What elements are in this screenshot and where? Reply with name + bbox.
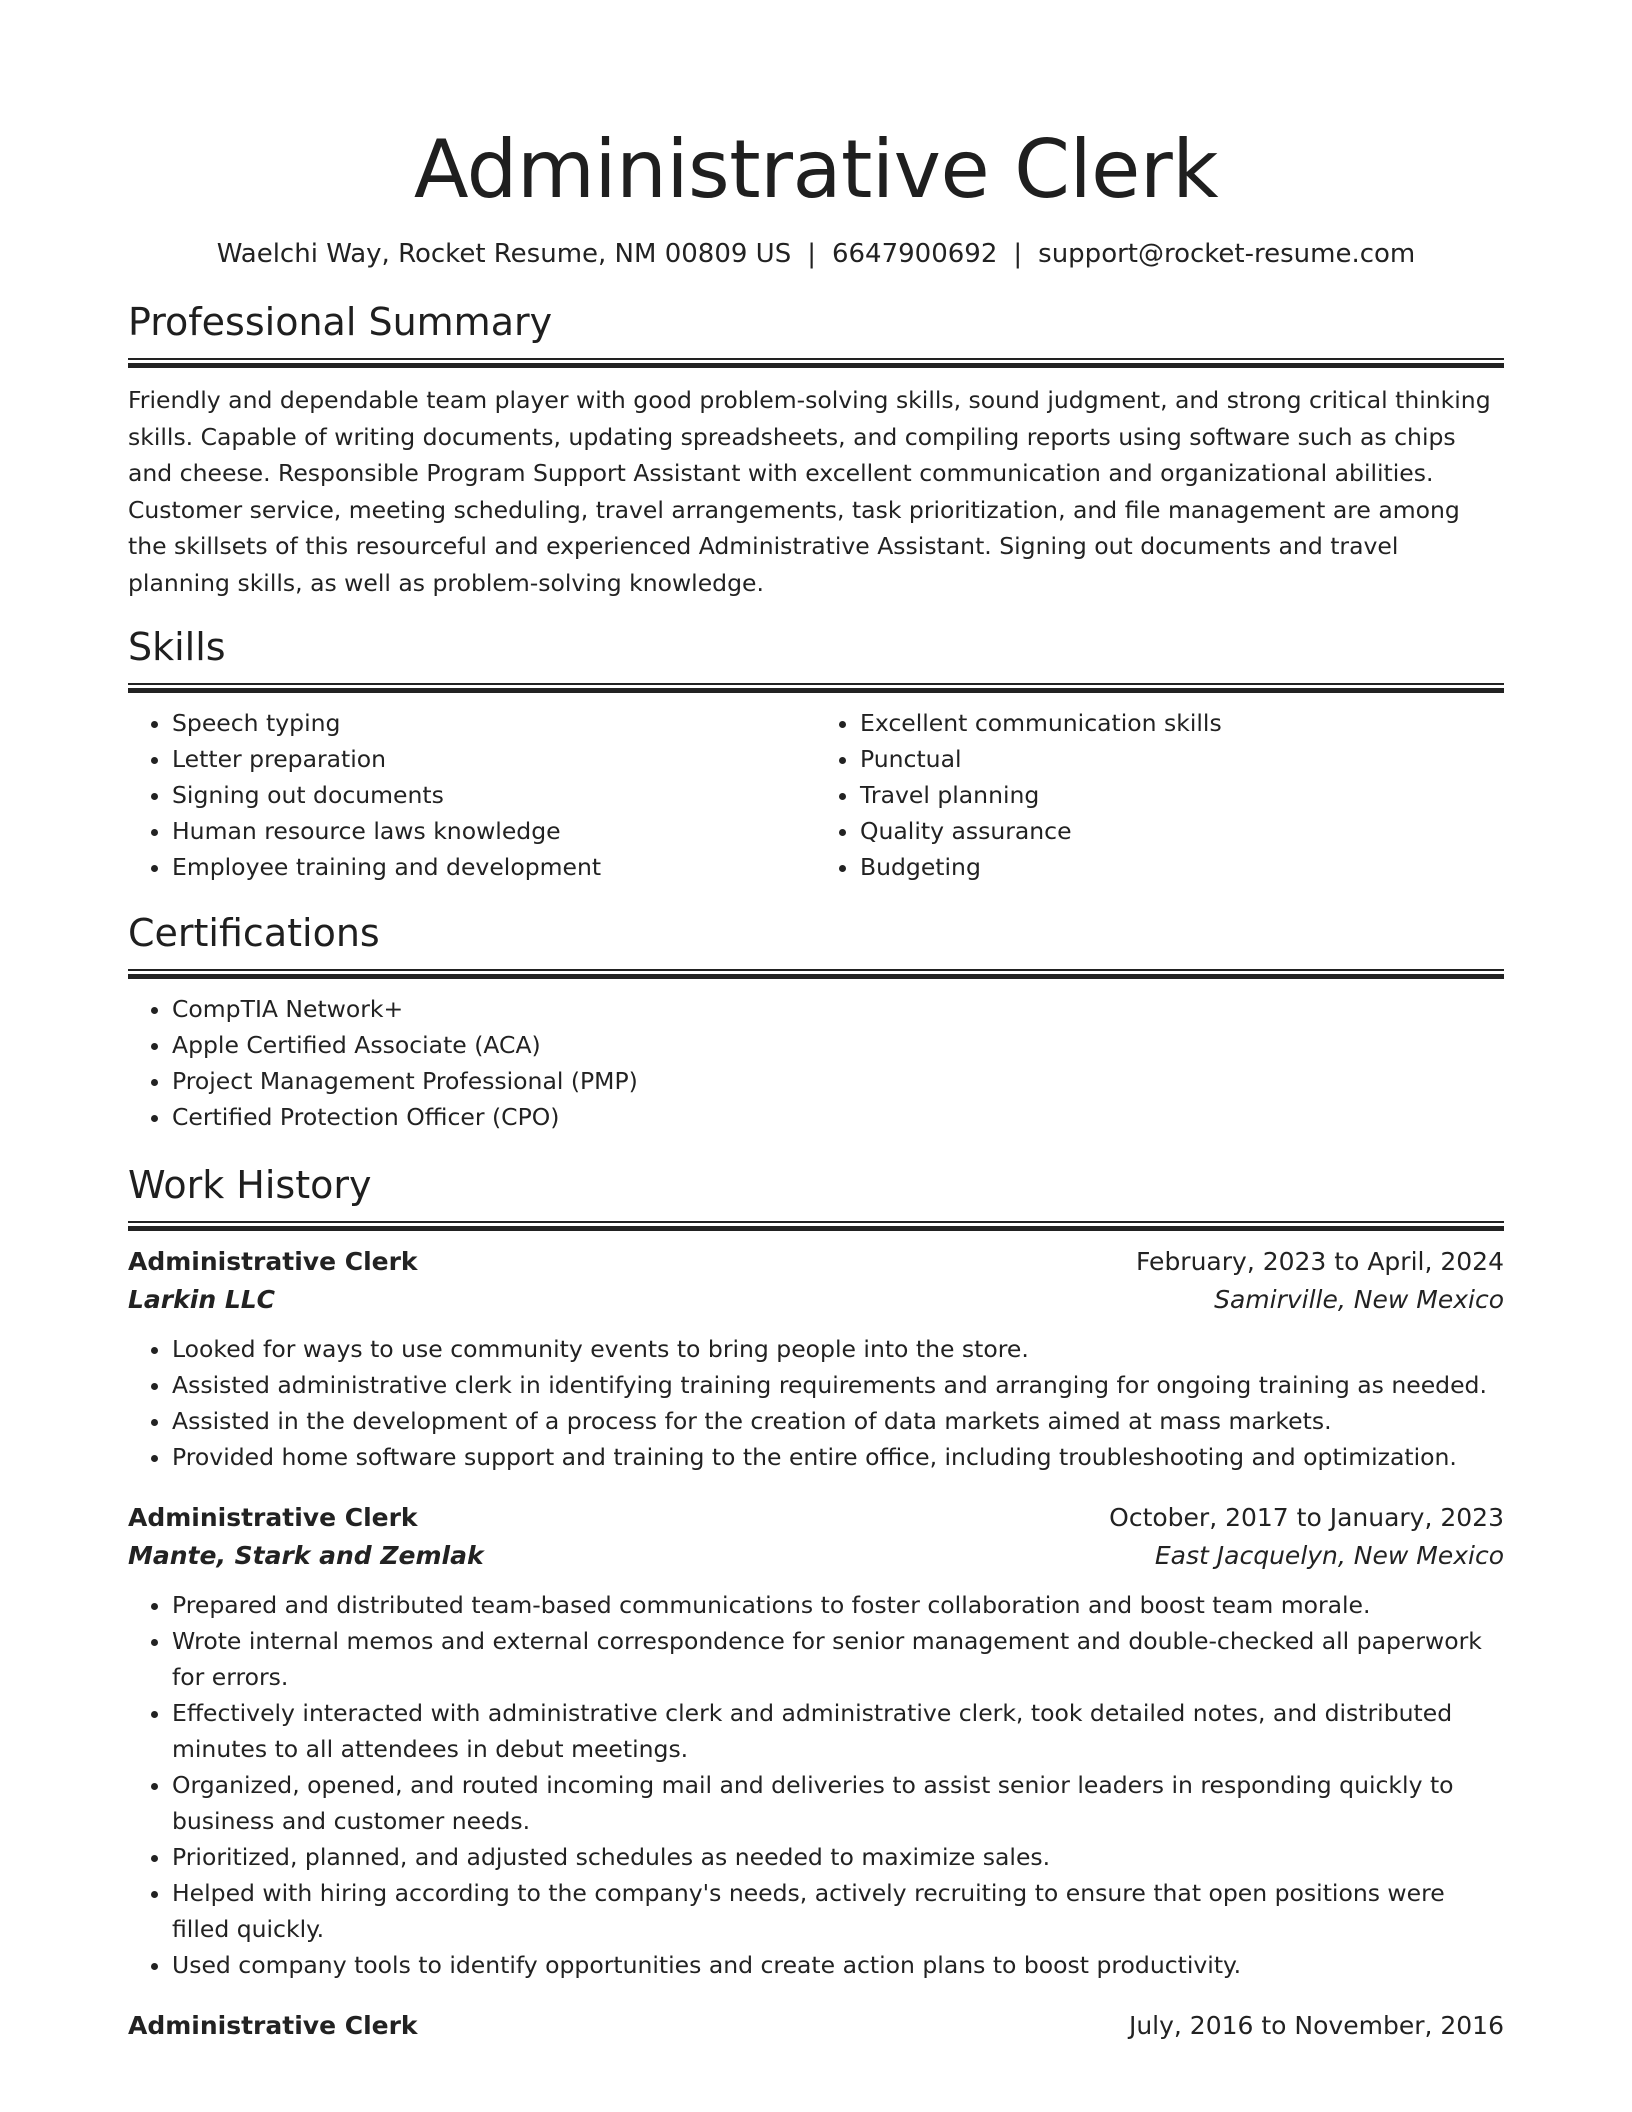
certifications-list — [128, 991, 1504, 1135]
skills-list-right — [816, 705, 1504, 885]
job-header — [128, 1499, 1504, 1537]
contact-separator: | — [1013, 239, 1023, 269]
skill-item: • Excellent communication skills — [860, 705, 1504, 741]
job-bullet: • Prepared and distributed team-based communications to foster collaboration and boost team morale. — [172, 1587, 1504, 1623]
summary-section — [128, 298, 1504, 601]
section-divider — [128, 358, 1504, 368]
summary-text: Friendly and dependable team player with good problem-solving skills, sound judgment, and strong critical thinking skills. Capable of writing documents, updating spreadsheets, and compiling reports using software such as chips and cheese. Responsible Program Support Assistant with excellent communication and organizational abilities. Customer service, meeting scheduling, travel arrangements, task prioritization, and file management are among the skillsets of this resourceful and experienced Administrative Assistant. Signing out documents and travel planning skills, as well as problem-solving knowledge. — [128, 386, 1491, 597]
skill-item: • Letter preparation — [172, 741, 816, 777]
certifications-title: Certifications — [128, 911, 380, 955]
skill-item: • Budgeting — [860, 849, 1504, 885]
work-history-section — [128, 1161, 1504, 2045]
resume-name: Administrative Clerk — [413, 123, 1219, 216]
certification-item: • CompTIA Network+ — [172, 991, 1504, 1027]
skills-section — [128, 623, 1504, 885]
job-location: Samirville, New Mexico — [1214, 1285, 1504, 1314]
skills-list-left — [128, 705, 816, 885]
skill-item: • Quality assurance — [860, 813, 1504, 849]
job-bullet: • Prioritized, planned, and adjusted schedules as needed to maximize sales. — [172, 1839, 1504, 1875]
contact-separator: | — [807, 239, 816, 269]
skills-grid — [128, 705, 1504, 885]
job-company: Mante, Stark and Zemlak — [128, 1541, 484, 1570]
job-bullets — [128, 1331, 1504, 1475]
job-bullet: • Effectively interacted with administrative clerk and administrative clerk, took detailed notes, and distributed minutes to all attendees in debut meetings. — [172, 1695, 1504, 1767]
job-bullets — [128, 1587, 1504, 1983]
job-bullet: • Looked for ways to use community events to bring people into the store. — [172, 1331, 1504, 1367]
skills-title: Skills — [128, 625, 226, 669]
job-header — [128, 2007, 1504, 2045]
skill-item: • Speech typing — [172, 705, 816, 741]
work-history-title: Work History — [128, 1163, 372, 1207]
skill-item: • Travel planning — [860, 777, 1504, 813]
job-header — [128, 1243, 1504, 1281]
job-entry — [128, 1499, 1504, 1983]
job-entry — [128, 2007, 1504, 2045]
job-company: Larkin LLC — [128, 1285, 276, 1314]
certification-item: • Certified Protection Officer (CPO) — [172, 1099, 1504, 1135]
certification-item: • Project Management Professional (PMP) — [172, 1063, 1504, 1099]
job-bullet: • Used company tools to identify opportunities and create action plans to boost productivity. — [172, 1947, 1504, 1983]
contact-line — [128, 236, 1504, 272]
certifications-section — [128, 909, 1504, 1135]
skill-item: • Employee training and development — [172, 849, 816, 885]
job-bullet: • Assisted administrative clerk in identifying training requirements and arranging for ongoing training as needed. — [172, 1367, 1504, 1403]
section-divider — [128, 1221, 1504, 1231]
job-dates: October, 2017 to January, 2023 — [1109, 1503, 1504, 1532]
summary-title: Professional Summary — [128, 300, 553, 344]
job-bullet: • Assisted in the development of a process for the creation of data markets aimed at mass markets. — [172, 1403, 1504, 1439]
job-bullet: • Organized, opened, and routed incoming mail and deliveries to assist senior leaders in responding quickly to business and customer needs. — [172, 1767, 1504, 1839]
job-bullet: • Wrote internal memos and external correspondence for senior management and double-checked all paperwork for errors. — [172, 1623, 1504, 1695]
job-title: Administrative Clerk — [128, 2011, 418, 2040]
skill-item: • Human resource laws knowledge — [172, 813, 816, 849]
job-subheader — [128, 1281, 1504, 1319]
job-location: East Jacquelyn, New Mexico — [1154, 1541, 1504, 1570]
section-divider — [128, 969, 1504, 979]
contact-email: support@rocket-resume.com — [1038, 239, 1416, 269]
job-subheader — [128, 1537, 1504, 1575]
job-bullet: • Helped with hiring according to the company's needs, actively recruiting to ensure that open positions were filled quickly. — [172, 1875, 1504, 1947]
job-dates: July, 2016 to November, 2016 — [1128, 2011, 1504, 2040]
skills-column-left — [128, 705, 816, 885]
job-title: Administrative Clerk — [128, 1503, 418, 1532]
contact-address: Waelchi Way, Rocket Resume, NM 00809 US — [216, 239, 792, 269]
certification-item: • Apple Certified Associate (ACA) — [172, 1027, 1504, 1063]
section-divider — [128, 683, 1504, 693]
skills-column-right — [816, 705, 1504, 885]
job-title: Administrative Clerk — [128, 1247, 418, 1276]
job-entry — [128, 1243, 1504, 1475]
job-dates: February, 2023 to April, 2024 — [1136, 1247, 1504, 1276]
resume-page — [128, 0, 1504, 2045]
skill-item: • Signing out documents — [172, 777, 816, 813]
contact-phone: 6647900692 — [831, 239, 998, 269]
job-bullet: • Provided home software support and training to the entire office, including troubleshooting and optimization. — [172, 1439, 1504, 1475]
skill-item: • Punctual — [860, 741, 1504, 777]
